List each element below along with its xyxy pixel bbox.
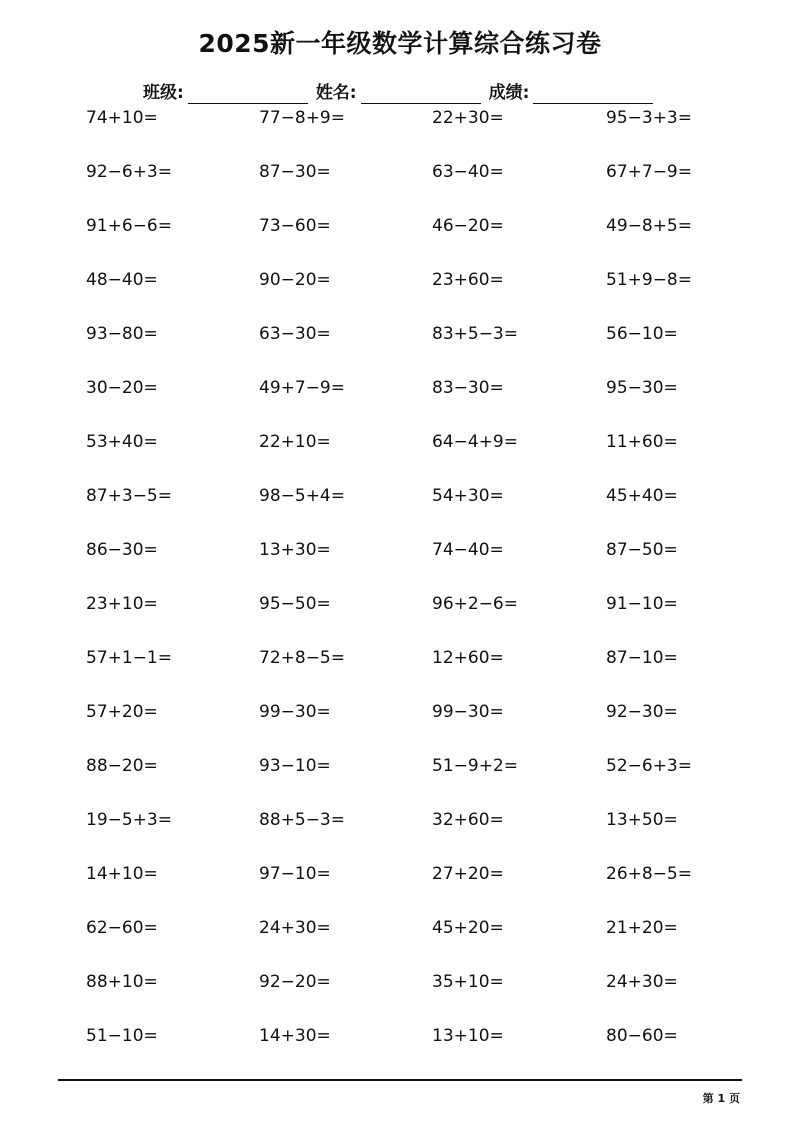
math-problem: 64−4+9=	[432, 432, 518, 452]
math-problem: 45+40=	[606, 486, 678, 506]
math-problem: 67+7−9=	[606, 162, 692, 182]
score-blank-line[interactable]	[533, 85, 653, 104]
class-label: 班级:	[143, 83, 184, 103]
math-problem: 73−60=	[259, 216, 331, 236]
math-problem: 49−8+5=	[606, 216, 692, 236]
math-problem: 72+8−5=	[259, 648, 345, 668]
student-info-row	[143, 80, 661, 104]
math-problem: 57+1−1=	[86, 648, 172, 668]
math-problem: 51−9+2=	[432, 756, 518, 776]
math-problem: 92−30=	[606, 702, 678, 722]
math-problem: 12+60=	[432, 648, 504, 668]
math-problem: 24+30=	[606, 972, 678, 992]
math-problem: 24+30=	[259, 918, 331, 938]
math-problem: 96+2−6=	[432, 594, 518, 614]
math-problem: 87−10=	[606, 648, 678, 668]
math-problem: 92−6+3=	[86, 162, 172, 182]
math-problem: 51+9−8=	[606, 270, 692, 290]
math-problem: 54+30=	[432, 486, 504, 506]
math-problem: 63−30=	[259, 324, 331, 344]
math-problem: 35+10=	[432, 972, 504, 992]
score-label: 成绩:	[488, 83, 530, 103]
math-problem: 99−30=	[259, 702, 331, 722]
class-blank-line[interactable]	[188, 85, 308, 104]
math-problem: 14+10=	[86, 864, 158, 884]
math-problem: 99−30=	[432, 702, 504, 722]
math-problem: 87+3−5=	[86, 486, 172, 506]
math-problem: 45+20=	[432, 918, 504, 938]
math-problem: 91−10=	[606, 594, 678, 614]
math-problem: 14+30=	[259, 1026, 331, 1046]
math-problem: 49+7−9=	[259, 378, 345, 398]
math-problem: 74+10=	[86, 108, 158, 128]
math-problem: 52−6+3=	[606, 756, 692, 776]
math-problem: 98−5+4=	[259, 486, 345, 506]
page-number: 第 1 页	[702, 1092, 740, 1105]
name-label: 姓名:	[315, 83, 357, 103]
math-problem: 13+10=	[432, 1026, 504, 1046]
math-problem: 48−40=	[86, 270, 158, 290]
math-problem: 13+30=	[259, 540, 331, 560]
math-problem: 62−60=	[86, 918, 158, 938]
math-problem: 46−20=	[432, 216, 504, 236]
name-blank-line[interactable]	[361, 85, 481, 104]
math-problem: 95−50=	[259, 594, 331, 614]
math-problem: 21+20=	[606, 918, 678, 938]
math-problem: 88+5−3=	[259, 810, 345, 830]
math-problem: 87−30=	[259, 162, 331, 182]
math-problem: 93−80=	[86, 324, 158, 344]
math-problem: 74−40=	[432, 540, 504, 560]
math-problem: 97−10=	[259, 864, 331, 884]
math-problem: 92−20=	[259, 972, 331, 992]
math-problem: 87−50=	[606, 540, 678, 560]
math-problem: 23+60=	[432, 270, 504, 290]
math-problem: 27+20=	[432, 864, 504, 884]
math-problem: 23+10=	[86, 594, 158, 614]
math-problem: 26+8−5=	[606, 864, 692, 884]
math-problem: 57+20=	[86, 702, 158, 722]
math-problem: 19−5+3=	[86, 810, 172, 830]
problem-grid	[86, 106, 766, 1078]
math-problem: 30−20=	[86, 378, 158, 398]
math-problem: 53+40=	[86, 432, 158, 452]
math-problem: 63−40=	[432, 162, 504, 182]
math-problem: 93−10=	[259, 756, 331, 776]
math-problem: 95−30=	[606, 378, 678, 398]
math-problem: 91+6−6=	[86, 216, 172, 236]
math-problem: 13+50=	[606, 810, 678, 830]
math-problem: 32+60=	[432, 810, 504, 830]
math-problem: 22+10=	[259, 432, 331, 452]
math-problem: 80−60=	[606, 1026, 678, 1046]
math-problem: 11+60=	[606, 432, 678, 452]
page-title: 2025新一年级数学计算综合练习卷	[198, 29, 602, 58]
math-problem: 88−20=	[86, 756, 158, 776]
math-problem: 88+10=	[86, 972, 158, 992]
math-problem: 83−30=	[432, 378, 504, 398]
math-problem: 51−10=	[86, 1026, 158, 1046]
math-problem: 56−10=	[606, 324, 678, 344]
footer-divider	[58, 1079, 742, 1081]
math-problem: 86−30=	[86, 540, 158, 560]
math-problem: 90−20=	[259, 270, 331, 290]
math-problem: 83+5−3=	[432, 324, 518, 344]
math-problem: 95−3+3=	[606, 108, 692, 128]
math-problem: 22+30=	[432, 108, 504, 128]
math-problem: 77−8+9=	[259, 108, 345, 128]
